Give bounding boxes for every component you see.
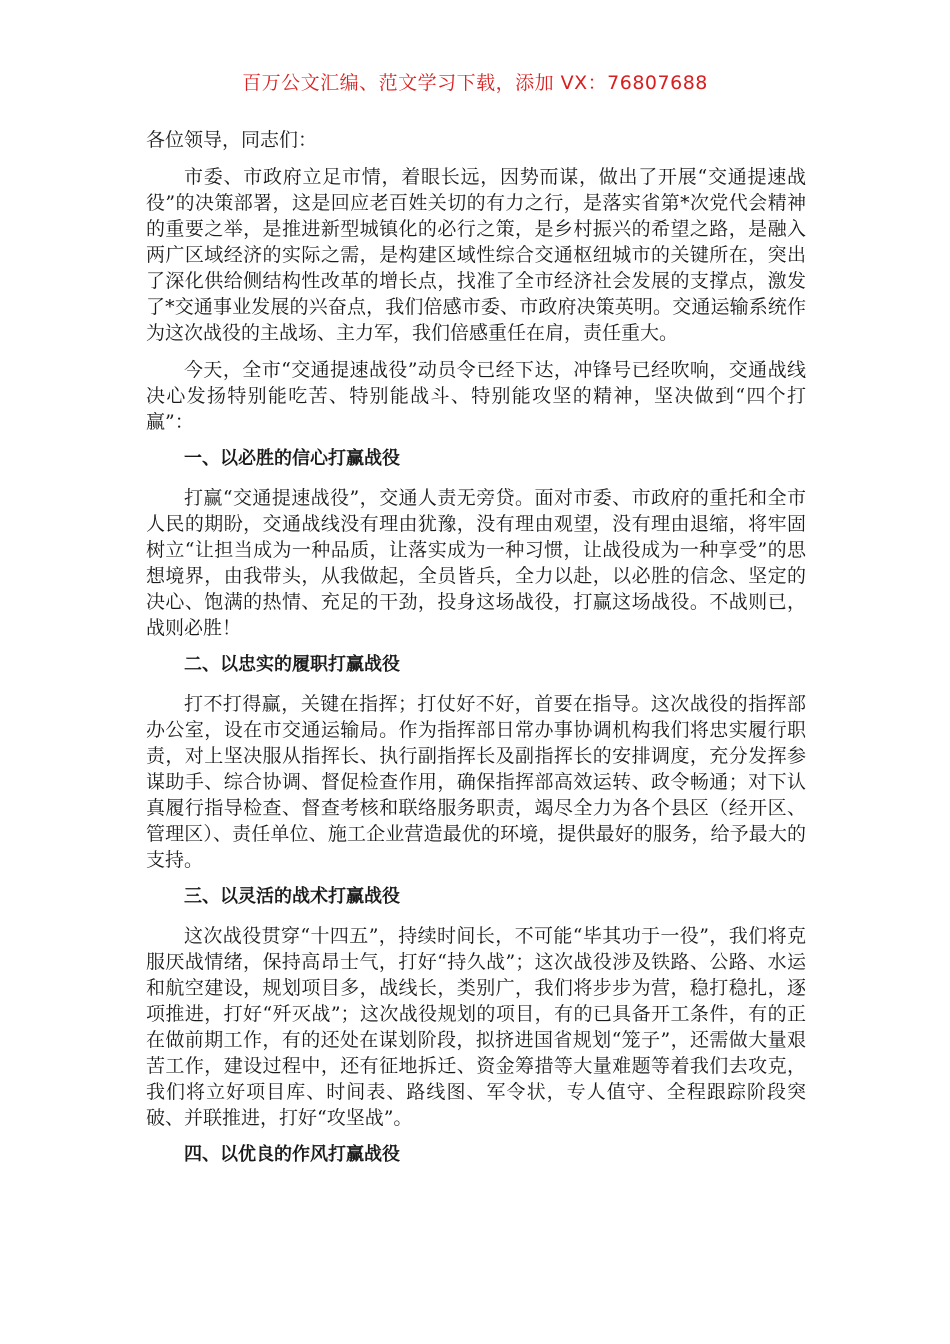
intro-paragraph-2: 今天，全市“交通提速战役”动员令已经下达，冲锋号已经吹响，交通战线决心发扬特别能吃苦、特别能战斗、特别能攻坚的精神，坚决做到“四个打赢”： <box>146 359 806 433</box>
section-body-1: 打赢“交通提速战役”，交通人责无旁贷。面对市委、市政府的重托和全市人民的期盼，交通战线没有理由犹豫，没有理由观望，没有理由退缩，将牢固树立“让担当成为一种品质，让落实成为一种习惯，让战役成为一种享受”的思想境界，由我带头，从我做起，全员皆兵，全力以赴，以必胜的信念、坚定的决心、饱满的热情、充足的干劲，投身这场战役，打赢这场战役。不战则已，战则必胜！ <box>146 487 806 639</box>
watermark-header: 百万公文汇编、范文学习下载，添加 VX：76807688 <box>242 72 708 94</box>
salutation: 各位领导，同志们： <box>146 129 318 151</box>
section-heading-2: 二、以忠实的履职打赢战役 <box>184 654 400 675</box>
section-heading-4: 四、以优良的作风打赢战役 <box>184 1144 400 1165</box>
section-body-2: 打不打得赢，关键在指挥；打仗好不好，首要在指导。这次战役的指挥部办公室，设在市交通运输局。作为指挥部日常办事协调机构我们将忠实履行职责，对上坚决服从指挥长、执行副指挥长及副指挥长的安排调度，充分发挥参谋助手、综合协调、督促检查作用，确保指挥部高效运转、政令畅通；对下认真履行指导检查、督查考核和联络服务职责，竭尽全力为各个县区（经开区、管理区）、责任单位、施工企业营造最优的环境，提供最好的服务，给予最大的支持。 <box>146 693 806 871</box>
section-body-3: 这次战役贯穿“十四五”，持续时间长，不可能“毕其功于一役”，我们将克服厌战情绪，保持高昂士气，打好“持久战”；这次战役涉及铁路、公路、水运和航空建设，规划项目多，战线长，类别广，我们将步步为营，稳打稳扎，逐项推进，打好“歼灭战”；这次战役规划的项目，有的已具备开工条件，有的正在做前期工作，有的还处在谋划阶段，拟挤进国省规划“笼子”，还需做大量艰苦工作，建设过程中，还有征地拆迁、资金筹措等大量难题等着我们去攻克，我们将立好项目库、时间表、路线图、军令状，专人值守、全程跟踪阶段突破、并联推进，打好“攻坚战”。 <box>146 925 806 1129</box>
section-heading-3: 三、以灵活的战术打赢战役 <box>184 886 400 907</box>
intro-paragraph-1: 市委、市政府立足市情，着眼长远，因势而谋，做出了开展“交通提速战役”的决策部署，这是回应老百姓关切的有力之行，是落实省第*次党代会精神的重要之举，是推进新型城镇化的必行之策，是乡村振兴的希望之路，是融入两广区域经济的实际之需，是构建区域性综合交通枢纽城市的关键所在，突出了深化供给侧结构性改革的增长点，找准了全市经济社会发展的支撑点，激发了*交通事业发展的兴奋点，我们倍感市委、市政府决策英明。交通运输系统作为这次战役的主战场、主力军，我们倍感重任在肩，责任重大。 <box>146 166 806 344</box>
section-heading-1: 一、以必胜的信心打赢战役 <box>184 448 400 469</box>
document-body <box>146 118 806 1181</box>
